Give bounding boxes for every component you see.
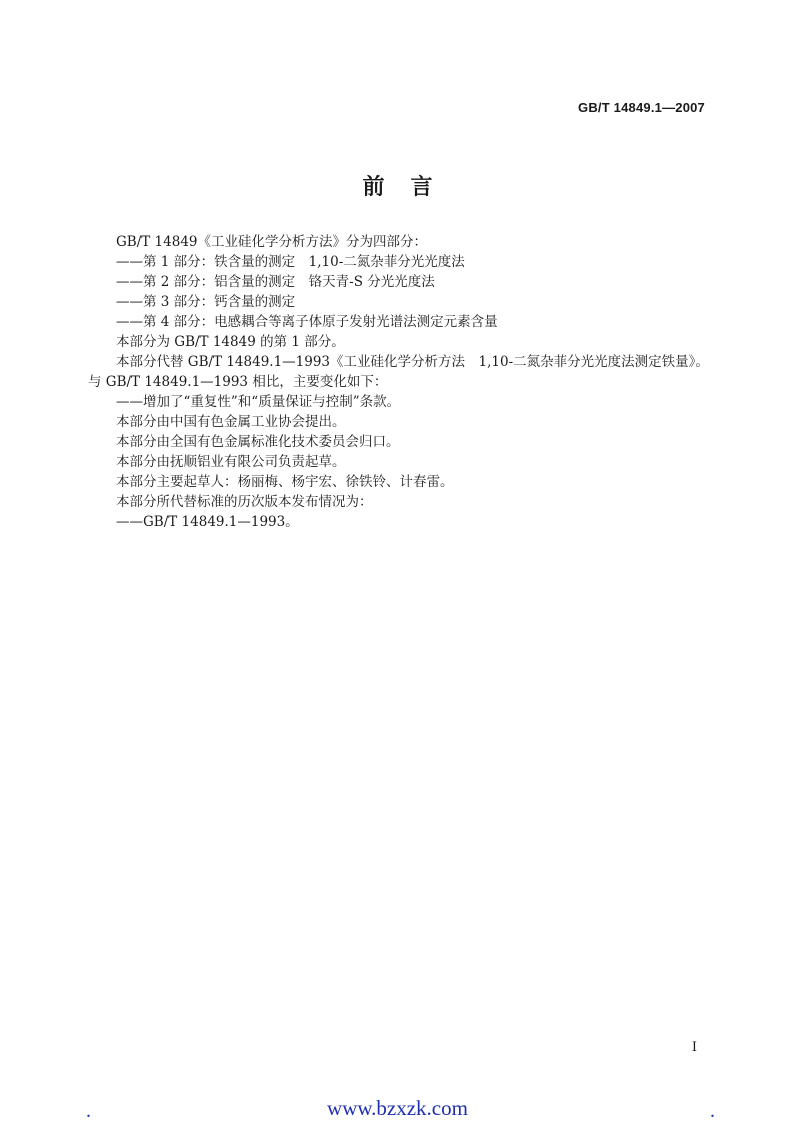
text-line: 本部分由全国有色金属标准化技术委员会归口。 [116, 434, 400, 450]
text-line: 本部分由抚顺铝业有限公司负责起草。 [116, 454, 346, 470]
foreword-body [88, 232, 708, 532]
footer [0, 1096, 795, 1120]
footer-dot-right: . [710, 1100, 715, 1122]
text-line: 本部分主要起草人：杨丽梅、杨宇宏、徐铁铃、计春雷。 [116, 474, 454, 490]
page-number: I [691, 1040, 697, 1055]
list-item: ——GB/T 14849.1—1993。 [116, 514, 299, 530]
footer-dot-left: . [86, 1100, 91, 1122]
list-item: ——第 3 部分：钙含量的测定 [116, 294, 296, 310]
list-item: ——增加了“重复性”和“质量保证与控制”条款。 [116, 394, 401, 410]
text-line: 本部分所代替标准的历次版本发布情况为： [116, 494, 373, 510]
text-line: 本部分由中国有色金属工业协会提出。 [116, 414, 346, 430]
text-line: 本部分为 GB/T 14849 的第 1 部分。 [116, 334, 345, 350]
text-line: 本部分代替 GB/T 14849.1—1993《工业硅化学分析方法 1,10-二氮杂菲分光光度法测定铁量》。 [116, 354, 709, 370]
standard-code: GB/T 14849.1—2007 [578, 100, 705, 115]
text-line: GB/T 14849《工业硅化学分析方法》分为四部分： [116, 234, 427, 250]
list-item: ——第 1 部分：铁含量的测定 1,10-二氮杂菲分光光度法 [116, 254, 465, 270]
list-item: ——第 4 部分：电感耦合等离子体原子发射光谱法测定元素含量 [116, 314, 498, 330]
list-item: ——第 2 部分：铝含量的测定 铬天青-S 分光光度法 [116, 274, 435, 290]
page-title: 前言 [362, 174, 459, 200]
footer-url-link[interactable]: www.bzxzk.com [327, 1096, 468, 1120]
text-line: 与 GB/T 14849.1—1993 相比，主要变化如下： [88, 374, 388, 390]
